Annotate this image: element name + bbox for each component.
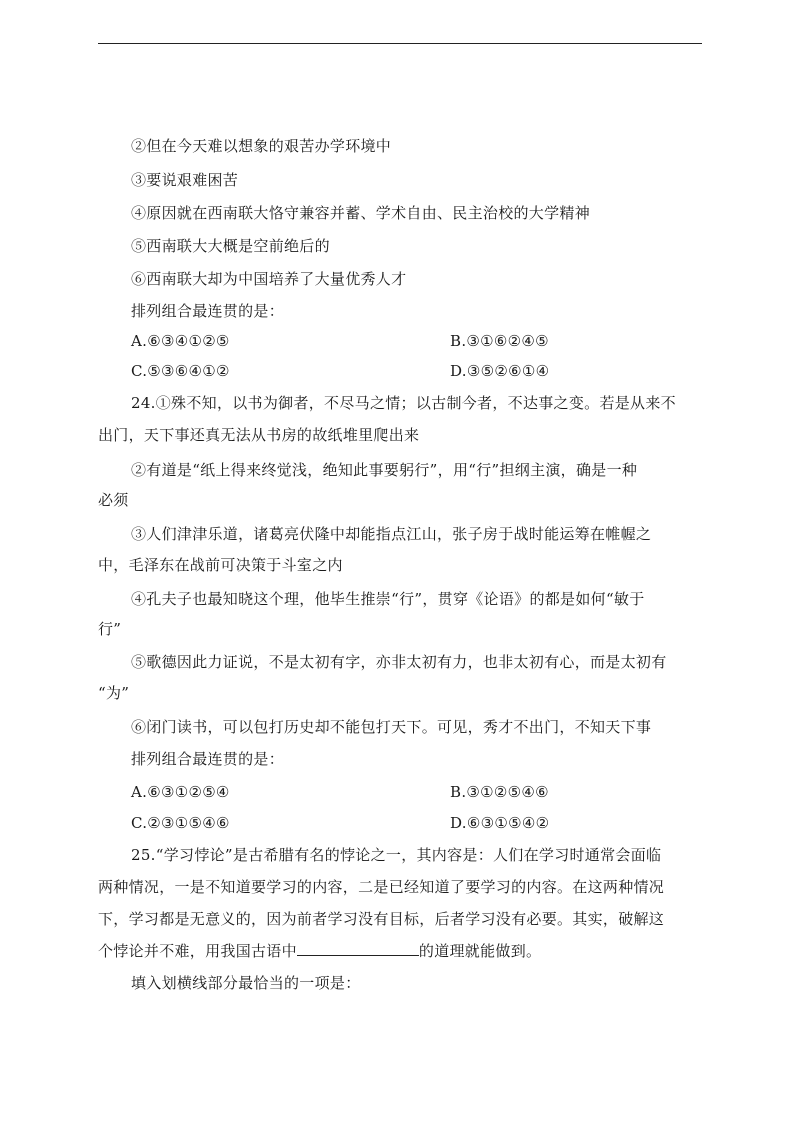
q25-line-3: 下，学习都是无意义的，因为前者学习没有目标，后者学习没有必要。其实，破解这 [98, 910, 665, 928]
q25-line-4-before: 个悖论并不难，用我国古语中 [98, 942, 297, 960]
q23-item-4: ④原因就在西南联大恪守兼容并蓄、学术自由、民主治校的大学精神 [131, 204, 591, 222]
q24-option-a: A.⑥③①②⑤④ [131, 783, 230, 801]
q24-option-b: B.③①②⑤④⑥ [450, 783, 549, 801]
q23-option-b: B.③①⑥②④⑤ [450, 332, 549, 350]
q23-item-5: ⑤西南联大大概是空前绝后的 [131, 237, 330, 255]
q24-line-1: 24.①殊不知，以书为御者，不尽马之情；以古制今者，不达事之变。若是从来不 [131, 394, 676, 412]
q24-line-2: 出门，天下事还真无法从书房的故纸堆里爬出来 [98, 426, 420, 444]
q23-option-a: A.⑥③④①②⑤ [131, 332, 230, 350]
q24-prompt: 排列组合最连贯的是： [131, 750, 285, 768]
answer-blank[interactable] [297, 941, 419, 956]
q24-line-11: ⑥闭门读书，可以包打历史却不能包打天下。可见，秀才不出门，不知天下事 [131, 718, 652, 736]
q23-prompt: 排列组合最连贯的是： [131, 302, 285, 320]
q25-line-2: 两种情况，一是不知道要学习的内容，二是已经知道了要学习的内容。在这两种情况 [98, 878, 665, 896]
header-rule [98, 43, 702, 44]
q25-line-1: 25.“学习悖论”是古希腊有名的悖论之一，其内容是：人们在学习时通常会面临 [131, 846, 662, 864]
q24-line-3: ②有道是“纸上得来终觉浅，绝知此事要躬行”，用“行”担纲主演，确是一种 [131, 461, 638, 479]
q24-option-d: D.⑥③①⑤④② [450, 814, 550, 832]
q23-option-d: D.③⑤②⑥①④ [450, 362, 550, 380]
q25-line-4-after: 的道理就能做到。 [418, 942, 542, 960]
q23-option-c: C.⑤③⑥④①② [131, 362, 230, 380]
q23-item-2: ②但在今天难以想象的艰苦办学环境中 [131, 137, 392, 155]
q24-line-7: ④孔夫子也最知晓这个理，他毕生推崇“行”，贯穿《论语》的都是如何“敏于 [131, 590, 645, 608]
q23-item-6: ⑥西南联大却为中国培养了大量优秀人才 [131, 270, 407, 288]
q25-line-4 [98, 941, 541, 961]
q24-line-8: 行” [98, 620, 122, 638]
q23-item-3: ③要说艰难困苦 [131, 171, 239, 189]
q25-prompt: 填入划横线部分最恰当的一项是： [131, 974, 361, 992]
q24-line-5: ③人们津津乐道，诸葛亮伏隆中却能指点江山，张子房于战时能运筹在帷幄之 [131, 525, 652, 543]
q24-line-4: 必须 [98, 491, 129, 509]
q24-line-9: ⑤歌德因此力证说，不是太初有字，亦非太初有力，也非太初有心，而是太初有 [131, 653, 667, 671]
q24-line-6: 中，毛泽东在战前可决策于斗室之内 [98, 556, 343, 574]
q24-option-c: C.②③①⑤④⑥ [131, 814, 230, 832]
q24-line-10: “为” [98, 684, 130, 702]
